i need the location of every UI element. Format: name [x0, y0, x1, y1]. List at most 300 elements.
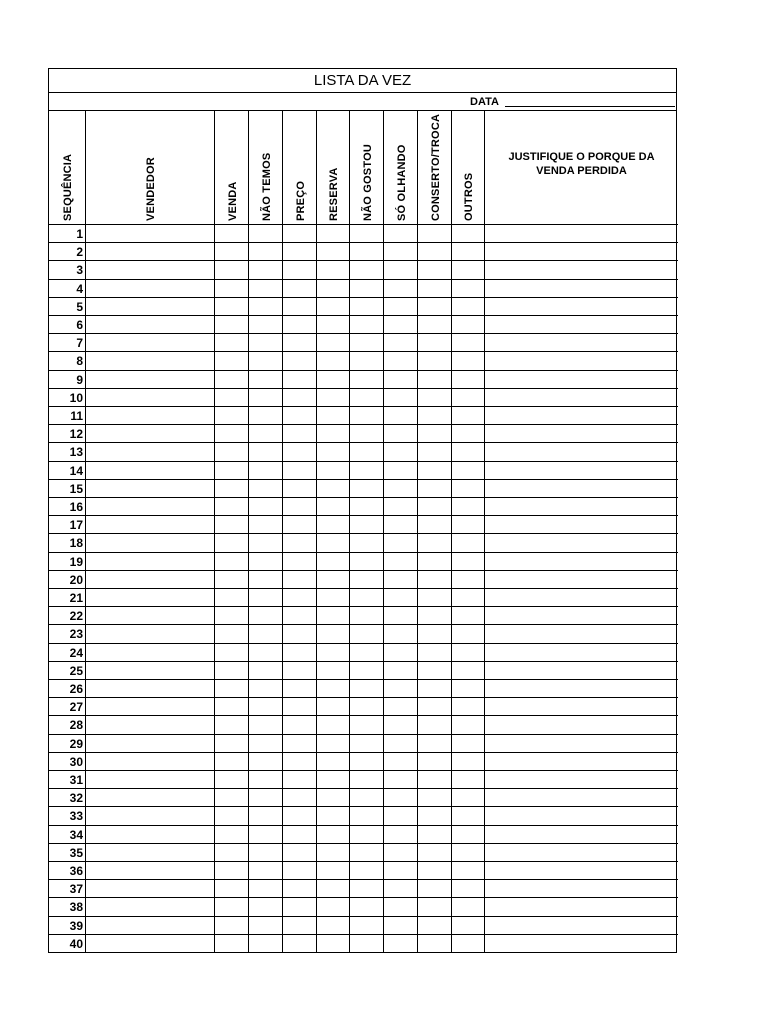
table-cell-nao-temos[interactable]: [249, 334, 283, 352]
table-cell-venda[interactable]: [215, 662, 249, 680]
table-cell-venda[interactable]: [215, 826, 249, 844]
table-cell-reserva[interactable]: [317, 352, 350, 370]
table-cell-nao-gostou[interactable]: [350, 516, 384, 534]
table-cell-venda[interactable]: [215, 644, 249, 662]
table-cell-vendedor[interactable]: [86, 280, 215, 298]
table-cell-preco[interactable]: [283, 789, 317, 807]
table-cell-vendedor[interactable]: [86, 371, 215, 389]
table-cell-justifique[interactable]: [485, 662, 678, 680]
table-cell-outros[interactable]: [452, 243, 485, 261]
table-cell-reserva[interactable]: [317, 243, 350, 261]
table-cell-conserto-troca[interactable]: [418, 462, 452, 480]
table-cell-conserto-troca[interactable]: [418, 571, 452, 589]
table-cell-justifique[interactable]: [485, 789, 678, 807]
table-cell-outros[interactable]: [452, 316, 485, 334]
table-cell-conserto-troca[interactable]: [418, 553, 452, 571]
table-cell-so-olhando[interactable]: [384, 498, 418, 516]
table-cell-nao-temos[interactable]: [249, 644, 283, 662]
table-cell-justifique[interactable]: [485, 589, 678, 607]
table-cell-preco[interactable]: [283, 298, 317, 316]
table-cell-preco[interactable]: [283, 698, 317, 716]
table-cell-conserto-troca[interactable]: [418, 352, 452, 370]
table-cell-venda[interactable]: [215, 462, 249, 480]
table-cell-preco[interactable]: [283, 243, 317, 261]
table-cell-preco[interactable]: [283, 589, 317, 607]
table-cell-conserto-troca[interactable]: [418, 935, 452, 953]
table-cell-so-olhando[interactable]: [384, 607, 418, 625]
table-cell-so-olhando[interactable]: [384, 771, 418, 789]
table-cell-outros[interactable]: [452, 280, 485, 298]
table-cell-outros[interactable]: [452, 935, 485, 953]
table-cell-nao-temos[interactable]: [249, 371, 283, 389]
table-cell-preco[interactable]: [283, 644, 317, 662]
table-cell-reserva[interactable]: [317, 844, 350, 862]
table-cell-preco[interactable]: [283, 607, 317, 625]
table-cell-conserto-troca[interactable]: [418, 771, 452, 789]
table-cell-venda[interactable]: [215, 807, 249, 825]
table-cell-nao-temos[interactable]: [249, 571, 283, 589]
table-cell-justifique[interactable]: [485, 516, 678, 534]
table-cell-so-olhando[interactable]: [384, 261, 418, 279]
table-cell-conserto-troca[interactable]: [418, 844, 452, 862]
table-cell-venda[interactable]: [215, 316, 249, 334]
table-cell-nao-temos[interactable]: [249, 225, 283, 243]
table-cell-justifique[interactable]: [485, 716, 678, 734]
table-cell-venda[interactable]: [215, 607, 249, 625]
table-cell-outros[interactable]: [452, 571, 485, 589]
table-cell-vendedor[interactable]: [86, 735, 215, 753]
table-cell-conserto-troca[interactable]: [418, 753, 452, 771]
table-cell-so-olhando[interactable]: [384, 880, 418, 898]
table-cell-vendedor[interactable]: [86, 298, 215, 316]
table-cell-reserva[interactable]: [317, 898, 350, 916]
table-cell-vendedor[interactable]: [86, 807, 215, 825]
table-cell-outros[interactable]: [452, 625, 485, 643]
table-cell-outros[interactable]: [452, 753, 485, 771]
table-cell-conserto-troca[interactable]: [418, 280, 452, 298]
table-cell-nao-gostou[interactable]: [350, 462, 384, 480]
table-cell-so-olhando[interactable]: [384, 298, 418, 316]
table-cell-so-olhando[interactable]: [384, 462, 418, 480]
table-cell-preco[interactable]: [283, 862, 317, 880]
table-cell-justifique[interactable]: [485, 298, 678, 316]
table-cell-conserto-troca[interactable]: [418, 789, 452, 807]
table-cell-reserva[interactable]: [317, 298, 350, 316]
table-cell-reserva[interactable]: [317, 225, 350, 243]
table-cell-so-olhando[interactable]: [384, 371, 418, 389]
table-cell-reserva[interactable]: [317, 644, 350, 662]
table-cell-preco[interactable]: [283, 716, 317, 734]
table-cell-conserto-troca[interactable]: [418, 862, 452, 880]
table-cell-nao-temos[interactable]: [249, 243, 283, 261]
table-cell-reserva[interactable]: [317, 607, 350, 625]
table-cell-justifique[interactable]: [485, 389, 678, 407]
table-cell-so-olhando[interactable]: [384, 917, 418, 935]
table-cell-reserva[interactable]: [317, 389, 350, 407]
table-cell-outros[interactable]: [452, 898, 485, 916]
table-cell-conserto-troca[interactable]: [418, 261, 452, 279]
table-cell-so-olhando[interactable]: [384, 716, 418, 734]
table-cell-nao-temos[interactable]: [249, 480, 283, 498]
table-cell-venda[interactable]: [215, 243, 249, 261]
table-cell-outros[interactable]: [452, 553, 485, 571]
table-cell-reserva[interactable]: [317, 807, 350, 825]
table-cell-outros[interactable]: [452, 644, 485, 662]
table-cell-justifique[interactable]: [485, 844, 678, 862]
table-cell-reserva[interactable]: [317, 371, 350, 389]
table-cell-preco[interactable]: [283, 735, 317, 753]
table-cell-preco[interactable]: [283, 807, 317, 825]
table-cell-venda[interactable]: [215, 298, 249, 316]
table-cell-preco[interactable]: [283, 316, 317, 334]
table-cell-conserto-troca[interactable]: [418, 880, 452, 898]
table-cell-so-olhando[interactable]: [384, 753, 418, 771]
table-cell-justifique[interactable]: [485, 534, 678, 552]
table-cell-vendedor[interactable]: [86, 316, 215, 334]
table-cell-nao-gostou[interactable]: [350, 826, 384, 844]
table-cell-vendedor[interactable]: [86, 443, 215, 461]
table-cell-so-olhando[interactable]: [384, 407, 418, 425]
table-cell-justifique[interactable]: [485, 625, 678, 643]
table-cell-venda[interactable]: [215, 735, 249, 753]
table-cell-preco[interactable]: [283, 826, 317, 844]
table-cell-justifique[interactable]: [485, 407, 678, 425]
table-cell-justifique[interactable]: [485, 352, 678, 370]
table-cell-justifique[interactable]: [485, 225, 678, 243]
table-cell-vendedor[interactable]: [86, 334, 215, 352]
table-cell-nao-temos[interactable]: [249, 771, 283, 789]
table-cell-vendedor[interactable]: [86, 571, 215, 589]
table-cell-conserto-troca[interactable]: [418, 589, 452, 607]
table-cell-justifique[interactable]: [485, 498, 678, 516]
table-cell-reserva[interactable]: [317, 698, 350, 716]
table-cell-vendedor[interactable]: [86, 716, 215, 734]
table-cell-venda[interactable]: [215, 480, 249, 498]
table-cell-nao-gostou[interactable]: [350, 261, 384, 279]
table-cell-justifique[interactable]: [485, 371, 678, 389]
table-cell-preco[interactable]: [283, 898, 317, 916]
table-cell-conserto-troca[interactable]: [418, 680, 452, 698]
table-cell-so-olhando[interactable]: [384, 807, 418, 825]
table-cell-nao-temos[interactable]: [249, 425, 283, 443]
table-cell-nao-gostou[interactable]: [350, 389, 384, 407]
table-cell-justifique[interactable]: [485, 862, 678, 880]
table-cell-conserto-troca[interactable]: [418, 371, 452, 389]
table-cell-reserva[interactable]: [317, 571, 350, 589]
date-input-line[interactable]: [505, 106, 675, 107]
table-cell-nao-gostou[interactable]: [350, 480, 384, 498]
table-cell-conserto-troca[interactable]: [418, 225, 452, 243]
table-cell-outros[interactable]: [452, 407, 485, 425]
table-cell-nao-temos[interactable]: [249, 516, 283, 534]
table-cell-venda[interactable]: [215, 352, 249, 370]
table-cell-so-olhando[interactable]: [384, 735, 418, 753]
table-cell-conserto-troca[interactable]: [418, 698, 452, 716]
table-cell-reserva[interactable]: [317, 480, 350, 498]
table-cell-justifique[interactable]: [485, 425, 678, 443]
table-cell-vendedor[interactable]: [86, 789, 215, 807]
table-cell-so-olhando[interactable]: [384, 680, 418, 698]
table-cell-nao-gostou[interactable]: [350, 844, 384, 862]
table-cell-outros[interactable]: [452, 844, 485, 862]
table-cell-venda[interactable]: [215, 753, 249, 771]
table-cell-outros[interactable]: [452, 607, 485, 625]
table-cell-so-olhando[interactable]: [384, 425, 418, 443]
table-cell-so-olhando[interactable]: [384, 534, 418, 552]
table-cell-so-olhando[interactable]: [384, 589, 418, 607]
table-cell-so-olhando[interactable]: [384, 480, 418, 498]
table-cell-reserva[interactable]: [317, 771, 350, 789]
table-cell-justifique[interactable]: [485, 462, 678, 480]
table-cell-nao-gostou[interactable]: [350, 316, 384, 334]
table-cell-nao-temos[interactable]: [249, 735, 283, 753]
table-cell-preco[interactable]: [283, 553, 317, 571]
table-cell-reserva[interactable]: [317, 316, 350, 334]
table-cell-conserto-troca[interactable]: [418, 407, 452, 425]
table-cell-nao-temos[interactable]: [249, 261, 283, 279]
table-cell-vendedor[interactable]: [86, 498, 215, 516]
table-cell-conserto-troca[interactable]: [418, 917, 452, 935]
table-cell-conserto-troca[interactable]: [418, 534, 452, 552]
table-cell-nao-gostou[interactable]: [350, 298, 384, 316]
table-cell-outros[interactable]: [452, 352, 485, 370]
table-cell-nao-temos[interactable]: [249, 407, 283, 425]
table-cell-nao-gostou[interactable]: [350, 407, 384, 425]
table-cell-preco[interactable]: [283, 225, 317, 243]
table-cell-vendedor[interactable]: [86, 516, 215, 534]
table-cell-so-olhando[interactable]: [384, 862, 418, 880]
table-cell-nao-temos[interactable]: [249, 917, 283, 935]
table-cell-vendedor[interactable]: [86, 862, 215, 880]
table-cell-conserto-troca[interactable]: [418, 716, 452, 734]
table-cell-conserto-troca[interactable]: [418, 735, 452, 753]
table-cell-venda[interactable]: [215, 844, 249, 862]
table-cell-nao-gostou[interactable]: [350, 352, 384, 370]
table-cell-nao-gostou[interactable]: [350, 680, 384, 698]
table-cell-preco[interactable]: [283, 443, 317, 461]
table-cell-venda[interactable]: [215, 771, 249, 789]
table-cell-nao-temos[interactable]: [249, 753, 283, 771]
table-cell-venda[interactable]: [215, 789, 249, 807]
table-cell-nao-temos[interactable]: [249, 589, 283, 607]
table-cell-reserva[interactable]: [317, 443, 350, 461]
table-cell-vendedor[interactable]: [86, 644, 215, 662]
table-cell-venda[interactable]: [215, 716, 249, 734]
table-cell-vendedor[interactable]: [86, 898, 215, 916]
table-cell-venda[interactable]: [215, 516, 249, 534]
table-cell-venda[interactable]: [215, 898, 249, 916]
table-cell-nao-temos[interactable]: [249, 662, 283, 680]
table-cell-conserto-troca[interactable]: [418, 243, 452, 261]
table-cell-so-olhando[interactable]: [384, 662, 418, 680]
table-cell-justifique[interactable]: [485, 753, 678, 771]
table-cell-vendedor[interactable]: [86, 352, 215, 370]
table-cell-reserva[interactable]: [317, 680, 350, 698]
table-cell-reserva[interactable]: [317, 589, 350, 607]
table-cell-vendedor[interactable]: [86, 225, 215, 243]
table-cell-so-olhando[interactable]: [384, 389, 418, 407]
table-cell-outros[interactable]: [452, 789, 485, 807]
table-cell-so-olhando[interactable]: [384, 243, 418, 261]
table-cell-reserva[interactable]: [317, 789, 350, 807]
table-cell-nao-temos[interactable]: [249, 534, 283, 552]
table-cell-vendedor[interactable]: [86, 698, 215, 716]
table-cell-venda[interactable]: [215, 334, 249, 352]
table-cell-preco[interactable]: [283, 516, 317, 534]
table-cell-nao-temos[interactable]: [249, 389, 283, 407]
table-cell-reserva[interactable]: [317, 862, 350, 880]
table-cell-so-olhando[interactable]: [384, 571, 418, 589]
table-cell-reserva[interactable]: [317, 716, 350, 734]
table-cell-justifique[interactable]: [485, 680, 678, 698]
table-cell-nao-temos[interactable]: [249, 607, 283, 625]
table-cell-nao-temos[interactable]: [249, 498, 283, 516]
table-cell-nao-gostou[interactable]: [350, 662, 384, 680]
table-cell-outros[interactable]: [452, 735, 485, 753]
table-cell-reserva[interactable]: [317, 425, 350, 443]
table-cell-reserva[interactable]: [317, 753, 350, 771]
table-cell-nao-gostou[interactable]: [350, 771, 384, 789]
table-cell-outros[interactable]: [452, 462, 485, 480]
table-cell-venda[interactable]: [215, 443, 249, 461]
table-cell-conserto-troca[interactable]: [418, 389, 452, 407]
table-cell-nao-temos[interactable]: [249, 462, 283, 480]
table-cell-preco[interactable]: [283, 753, 317, 771]
table-cell-justifique[interactable]: [485, 644, 678, 662]
table-cell-so-olhando[interactable]: [384, 553, 418, 571]
table-cell-preco[interactable]: [283, 625, 317, 643]
table-cell-justifique[interactable]: [485, 443, 678, 461]
table-cell-venda[interactable]: [215, 498, 249, 516]
table-cell-venda[interactable]: [215, 680, 249, 698]
table-cell-vendedor[interactable]: [86, 917, 215, 935]
table-cell-venda[interactable]: [215, 917, 249, 935]
table-cell-vendedor[interactable]: [86, 425, 215, 443]
table-cell-vendedor[interactable]: [86, 625, 215, 643]
table-cell-nao-gostou[interactable]: [350, 571, 384, 589]
table-cell-justifique[interactable]: [485, 261, 678, 279]
table-cell-nao-temos[interactable]: [249, 698, 283, 716]
table-cell-preco[interactable]: [283, 389, 317, 407]
table-cell-vendedor[interactable]: [86, 753, 215, 771]
table-cell-nao-gostou[interactable]: [350, 807, 384, 825]
table-cell-venda[interactable]: [215, 225, 249, 243]
table-cell-outros[interactable]: [452, 225, 485, 243]
table-cell-preco[interactable]: [283, 280, 317, 298]
table-cell-reserva[interactable]: [317, 261, 350, 279]
table-cell-so-olhando[interactable]: [384, 516, 418, 534]
table-cell-nao-temos[interactable]: [249, 316, 283, 334]
table-cell-preco[interactable]: [283, 917, 317, 935]
table-cell-justifique[interactable]: [485, 480, 678, 498]
table-cell-preco[interactable]: [283, 425, 317, 443]
table-cell-reserva[interactable]: [317, 280, 350, 298]
table-cell-preco[interactable]: [283, 880, 317, 898]
table-cell-outros[interactable]: [452, 534, 485, 552]
table-cell-justifique[interactable]: [485, 771, 678, 789]
table-cell-vendedor[interactable]: [86, 771, 215, 789]
table-cell-nao-gostou[interactable]: [350, 862, 384, 880]
table-cell-nao-temos[interactable]: [249, 880, 283, 898]
table-cell-nao-gostou[interactable]: [350, 644, 384, 662]
table-cell-venda[interactable]: [215, 880, 249, 898]
table-cell-justifique[interactable]: [485, 607, 678, 625]
table-cell-so-olhando[interactable]: [384, 844, 418, 862]
table-cell-outros[interactable]: [452, 498, 485, 516]
table-cell-conserto-troca[interactable]: [418, 298, 452, 316]
table-cell-outros[interactable]: [452, 480, 485, 498]
table-cell-nao-gostou[interactable]: [350, 443, 384, 461]
table-cell-reserva[interactable]: [317, 917, 350, 935]
table-cell-nao-gostou[interactable]: [350, 498, 384, 516]
table-cell-reserva[interactable]: [317, 553, 350, 571]
table-cell-venda[interactable]: [215, 553, 249, 571]
table-cell-preco[interactable]: [283, 261, 317, 279]
table-cell-reserva[interactable]: [317, 334, 350, 352]
table-cell-nao-temos[interactable]: [249, 298, 283, 316]
table-cell-so-olhando[interactable]: [384, 698, 418, 716]
table-cell-outros[interactable]: [452, 443, 485, 461]
table-cell-so-olhando[interactable]: [384, 352, 418, 370]
table-cell-justifique[interactable]: [485, 917, 678, 935]
table-cell-venda[interactable]: [215, 589, 249, 607]
table-cell-venda[interactable]: [215, 371, 249, 389]
table-cell-nao-temos[interactable]: [249, 443, 283, 461]
table-cell-vendedor[interactable]: [86, 462, 215, 480]
table-cell-outros[interactable]: [452, 680, 485, 698]
table-cell-nao-gostou[interactable]: [350, 243, 384, 261]
table-cell-so-olhando[interactable]: [384, 225, 418, 243]
table-cell-nao-gostou[interactable]: [350, 880, 384, 898]
table-cell-preco[interactable]: [283, 662, 317, 680]
table-cell-reserva[interactable]: [317, 625, 350, 643]
table-cell-nao-gostou[interactable]: [350, 534, 384, 552]
table-cell-vendedor[interactable]: [86, 389, 215, 407]
table-cell-conserto-troca[interactable]: [418, 607, 452, 625]
table-cell-vendedor[interactable]: [86, 553, 215, 571]
table-cell-justifique[interactable]: [485, 698, 678, 716]
table-cell-so-olhando[interactable]: [384, 935, 418, 953]
table-cell-preco[interactable]: [283, 334, 317, 352]
table-cell-conserto-troca[interactable]: [418, 516, 452, 534]
table-cell-conserto-troca[interactable]: [418, 316, 452, 334]
table-cell-nao-gostou[interactable]: [350, 607, 384, 625]
table-cell-vendedor[interactable]: [86, 935, 215, 953]
table-cell-preco[interactable]: [283, 407, 317, 425]
table-cell-justifique[interactable]: [485, 880, 678, 898]
table-cell-outros[interactable]: [452, 589, 485, 607]
table-cell-reserva[interactable]: [317, 534, 350, 552]
table-cell-nao-temos[interactable]: [249, 826, 283, 844]
table-cell-venda[interactable]: [215, 534, 249, 552]
table-cell-nao-temos[interactable]: [249, 352, 283, 370]
table-cell-outros[interactable]: [452, 880, 485, 898]
table-cell-nao-gostou[interactable]: [350, 280, 384, 298]
table-cell-nao-temos[interactable]: [249, 789, 283, 807]
table-cell-outros[interactable]: [452, 662, 485, 680]
table-cell-preco[interactable]: [283, 534, 317, 552]
table-cell-so-olhando[interactable]: [384, 316, 418, 334]
table-cell-venda[interactable]: [215, 625, 249, 643]
table-cell-preco[interactable]: [283, 371, 317, 389]
table-cell-venda[interactable]: [215, 425, 249, 443]
table-cell-preco[interactable]: [283, 352, 317, 370]
table-cell-conserto-troca[interactable]: [418, 480, 452, 498]
table-cell-outros[interactable]: [452, 334, 485, 352]
table-cell-nao-gostou[interactable]: [350, 553, 384, 571]
table-cell-venda[interactable]: [215, 862, 249, 880]
table-cell-reserva[interactable]: [317, 462, 350, 480]
